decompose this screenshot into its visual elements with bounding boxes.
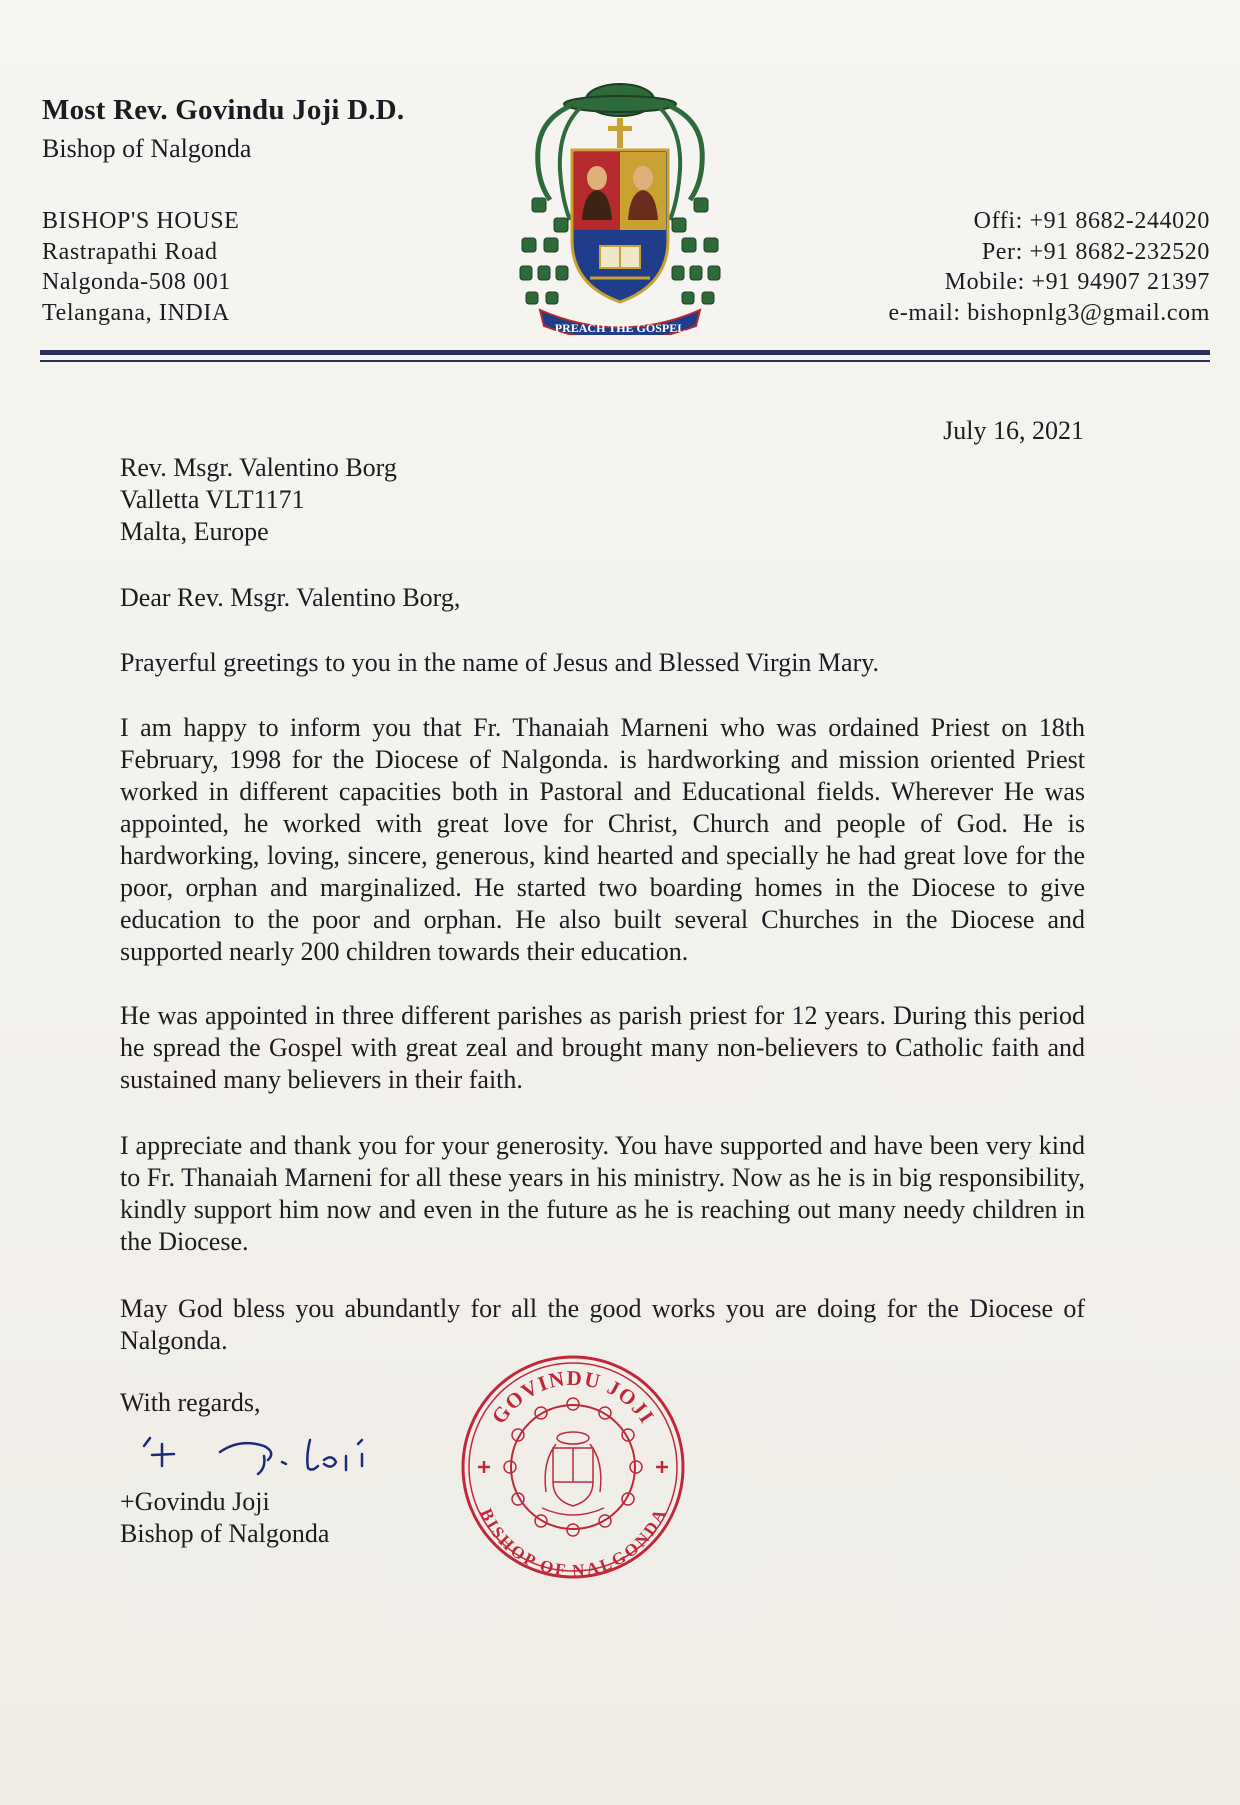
recipient-line: Rev. Msgr. Valentino Borg (120, 453, 397, 482)
body-paragraph: I appreciate and thank you for your generosity. You have supported and have been very kind to Fr. Thanaiah Marneni for all these years in his ministry. Now as he is in big responsibility, kindly support him now and even in the future as he is reaching out many needy children in the Diocese. (120, 1131, 1085, 1256)
office-phone: Offi: +91 8682-244020 (973, 208, 1210, 234)
email-address: e-mail: bishopnlg3@gmail.com (888, 299, 1210, 326)
blessing-paragraph: May God bless you abundantly for all the good works you are doing for the Diocese of Nalgonda. (120, 1294, 1085, 1355)
header-divider (40, 350, 1210, 355)
signer-name: +Govindu Joji (120, 1487, 270, 1516)
signer-block (120, 1486, 329, 1550)
mobile-phone: Mobile: +91 94907 21397 (944, 269, 1210, 295)
closing: With regards, (120, 1388, 261, 1417)
signer-title: Bishop of Nalgonda (120, 1519, 330, 1548)
sender-name: Most Rev. Govindu Joji D.D. (42, 94, 405, 126)
letter-date: July 16, 2021 (943, 416, 1084, 445)
seal-top-text: GOVINDU JOJI (486, 1365, 660, 1429)
crest-motto: PREACH THE GOSPEL (554, 321, 686, 335)
handwritten-signature-icon (140, 1426, 400, 1486)
contact-details (888, 206, 1210, 328)
recipient-line: Valletta VLT1171 (120, 485, 305, 514)
official-seal-icon (458, 1352, 688, 1582)
address-line: BISHOP'S HOUSE (42, 208, 240, 234)
recipient-line: Malta, Europe (120, 517, 269, 546)
address-line: Rastrapathi Road (42, 238, 218, 265)
greeting-paragraph: Prayerful greetings to you in the name of Jesus and Blessed Virgin Mary. (120, 648, 880, 677)
header-divider-thin (40, 360, 1210, 362)
salutation: Dear Rev. Msgr. Valentino Borg, (120, 583, 461, 612)
personal-phone: Per: +91 8682-232520 (981, 238, 1210, 265)
body-paragraph: He was appointed in three different parishes as parish priest for 12 years. During this period he spread the Gospel with great zeal and brought many non-believers to Catholic faith and sustained many believers in their faith. (120, 1001, 1085, 1094)
address-line: Nalgonda-508 001 (42, 269, 231, 295)
coat-of-arms-icon (510, 70, 730, 335)
address-line: Telangana, INDIA (42, 299, 230, 326)
sender-address (42, 206, 239, 328)
seal-bottom-text: BISHOP OF NALGONDA (476, 1505, 670, 1581)
body-paragraph: I am happy to inform you that Fr. Thanaiah Marneni who was ordained Priest on 18th February, 1998 for the Diocese of Nalgonda. is hardworking and mission oriented Priest worked in different capacities both in Pastoral and Educational fields. Wherever He was appointed, he worked with great love for Christ, Church and people of God. He is hardworking, loving, sincere, generous, kind hearted and specially he had great love for the poor, orphan and marginalized. He started two boarding homes in the Diocese to give education to the poor and orphan. He also built several Churches in the Diocese and supported nearly 200 children towards their education. (120, 713, 1085, 966)
recipient-address (120, 452, 397, 548)
svg-text:BISHOP OF NALGONDA (476, 1506, 669, 1581)
sender-title: Bishop of Nalgonda (42, 134, 252, 163)
